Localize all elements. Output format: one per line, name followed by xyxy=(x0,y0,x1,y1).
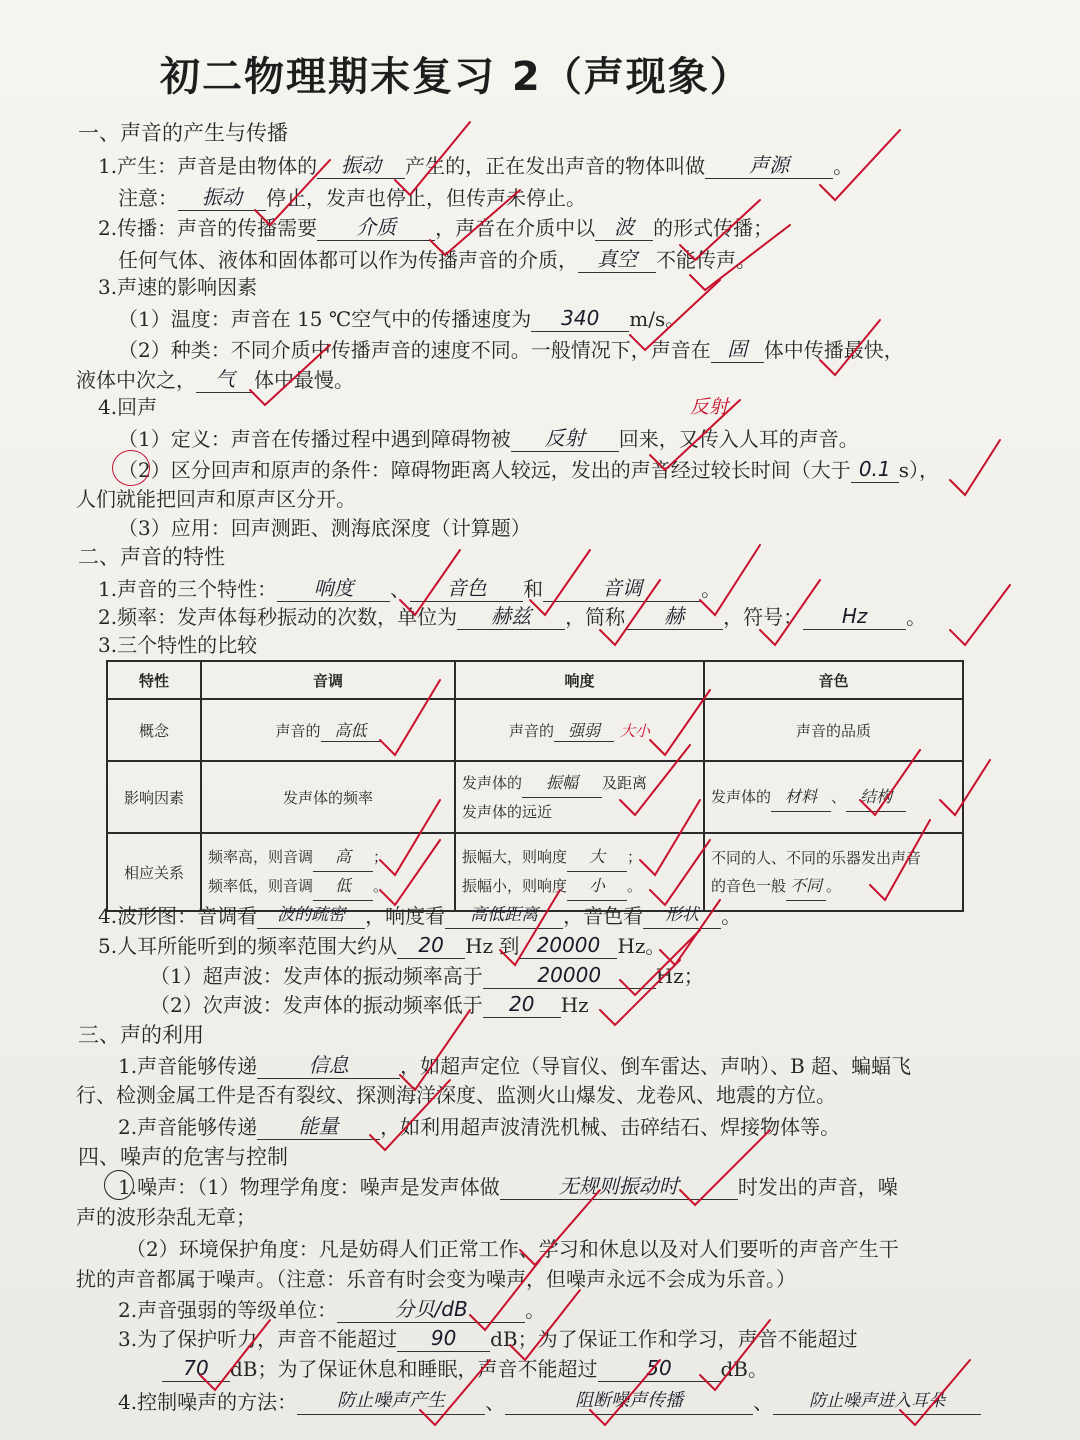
blank-70db[interactable]: 70 xyxy=(162,1355,230,1382)
line-echo-distinguish: 人们就能把回声和原声区分开。 xyxy=(76,487,356,511)
line-note: 注意： 振动 停止，发声也停止，但传声未停止。 xyxy=(118,185,586,210)
line-noise-waveform: 声的波形杂乱无章； xyxy=(76,1205,256,1229)
blank-min-freq[interactable]: 20 xyxy=(397,932,465,959)
circle-mark xyxy=(104,1170,134,1200)
line-info-examples: 行、检测金属工件是否有裂纹、探测海洋深度、监测火山爆发、龙卷风、地震的方位。 xyxy=(76,1083,836,1107)
blank-pitch-concept[interactable]: 高低 xyxy=(321,718,381,742)
section-1-heading: 一、声音的产生与传播 xyxy=(78,121,288,145)
blank-high[interactable]: 高 xyxy=(313,843,373,872)
line-frequency: 2.频率：发声体每秒振动的次数，单位为 赫兹 ，简称 赫 ，符号： Hz 。 xyxy=(98,604,927,629)
th-timbre: 音色 xyxy=(704,661,963,699)
blank-time[interactable]: 0.1 xyxy=(851,456,899,483)
line-noise-physics: 1.噪声：（1）物理学角度：噪声是发声体做 无规则振动时 时发出的声音，噪 xyxy=(118,1174,898,1199)
blank-90db[interactable]: 90 xyxy=(397,1325,490,1352)
line-waveform: 4.波形图：音调看 波的疏密 ，响度看 高低距离 ，音色看 形状 。 xyxy=(98,904,742,928)
table-row-concept xyxy=(107,699,963,761)
cell-factor-label: 影响因素 xyxy=(107,761,201,833)
blank-timbre[interactable]: 音色 xyxy=(410,575,523,602)
blank-small[interactable]: 小 xyxy=(567,872,627,901)
line-noise-control: 4.控制噪声的方法： 防止噪声产生 、 阻断噪声传播 、 防止噪声进入耳朵 xyxy=(118,1388,981,1415)
blank-wave[interactable]: 波 xyxy=(595,214,653,241)
line-echo-definition: （1）定义：声音在传播过程中遇到障碍物被 反射 回来，又传入人耳的声音。 xyxy=(118,426,859,451)
page-title: 初二物理期末复习 2（声现象） xyxy=(160,54,752,100)
blank-material[interactable]: 材料 xyxy=(771,783,831,812)
blank-vibration-stop[interactable]: 振动 xyxy=(178,184,266,211)
line-info: 1.声音能够传递 信息 ，如超声定位（导盲仪、倒车雷达、声呐）、B 超、蝙蝠飞 xyxy=(118,1053,912,1078)
blank-large[interactable]: 大 xyxy=(567,843,627,872)
blank-speed[interactable]: 340 xyxy=(531,305,629,332)
cell-relation-loudness: 振幅大，则响度 大 ； 振幅小，则响度 小 。 xyxy=(455,833,704,911)
line-echo-condition: （2）区分回声和原声的条件：障碍物距离人较远，发出的声音经过较长时间（大于 0.1 s）， xyxy=(118,457,939,482)
red-note-reflection: 反射 xyxy=(690,396,729,418)
blank-loudness[interactable]: 响度 xyxy=(277,575,390,602)
line-medium-type: （2）种类：不同介质中传播声音的速度不同。一般情况下，声音在 固 体中传播最快， xyxy=(118,337,904,362)
line-propagation: 2.传播：声音的传播需要 介质 ，声音在介质中以 波 的形式传播； xyxy=(98,215,774,240)
section-3-heading: 三、声的利用 xyxy=(78,1023,204,1047)
cell-concept-timbre: 声音的品质 xyxy=(704,699,963,761)
check-mark xyxy=(950,440,1000,495)
blank-hertz-short[interactable]: 赫 xyxy=(625,603,723,630)
line-three-characteristics: 1.声音的三个特性： 响度 、 音色 和 音调 。 xyxy=(98,576,722,601)
blank-wave-density[interactable]: 波的疏密 xyxy=(257,902,365,929)
line-production: 1.产生：声音是由物体的 振动 产生的，正在发出声音的物体叫做 声源 。 xyxy=(98,153,854,178)
characteristics-table xyxy=(106,660,964,912)
line-liquid-gas: 液体中次之， 气 体中最慢。 xyxy=(76,367,354,392)
blank-protect-ear[interactable]: 防止噪声进入耳朵 xyxy=(773,1388,981,1415)
th-loudness: 响度 xyxy=(455,661,704,699)
line-decibel: 2.声音强弱的等级单位： 分贝/dB 。 xyxy=(118,1297,546,1322)
cell-factor-loudness: 发声体的 振幅 及距离 发声体的远近 xyxy=(455,761,704,833)
section-4-heading: 四、噪声的危害与控制 xyxy=(78,1145,288,1169)
blank-ultrasound-freq[interactable]: 20000 xyxy=(483,962,656,989)
blank-irregular-vibration[interactable]: 无规则振动时 xyxy=(500,1173,738,1200)
line-echo: 4.回声 xyxy=(98,395,158,419)
line-infrasound: （2）次声波：发声体的振动频率低于 20 Hz xyxy=(150,992,589,1017)
cell-concept-pitch: 声音的 高低 xyxy=(201,699,455,761)
line-hearing-range: 5.人耳所能听到的频率范围大约从 20 Hz 到 20000 Hz。 xyxy=(98,933,666,958)
section-2-heading: 二、声音的特性 xyxy=(78,545,225,569)
blank-prevent-source[interactable]: 防止噪声产生 xyxy=(297,1388,485,1415)
blank-50db[interactable]: 50 xyxy=(598,1355,721,1382)
cell-relation-label: 相应关系 xyxy=(107,833,201,911)
line-work-sleep-limit: 70 dB；为了保证休息和睡眠，声音不能超过 50 dB。 xyxy=(162,1355,768,1382)
blank-energy[interactable]: 能量 xyxy=(257,1113,380,1140)
blank-shape[interactable]: 形状 xyxy=(643,902,721,929)
check-mark xyxy=(950,585,1010,645)
line-energy: 2.声音能够传递 能量 ，如利用超声波清洗机械、击碎结石、焊接物体等。 xyxy=(118,1114,841,1139)
th-property: 特性 xyxy=(107,661,201,699)
line-ultrasound: （1）超声波：发声体的振动频率高于 20000 Hz； xyxy=(150,963,704,988)
blank-block-path[interactable]: 阻断噪声传播 xyxy=(505,1388,753,1415)
line-echo-application: （3）应用：回声测距、测海底深度（计算题） xyxy=(118,516,531,540)
blank-vibration[interactable]: 振动 xyxy=(317,152,405,179)
blank-solid[interactable]: 固 xyxy=(711,336,764,363)
blank-infrasound-freq[interactable]: 20 xyxy=(483,991,561,1018)
table-row-relations xyxy=(107,833,963,911)
blank-different[interactable]: 不同 xyxy=(786,872,826,901)
cell-concept-loudness: 声音的 强弱 大小 xyxy=(455,699,704,761)
blank-medium[interactable]: 介质 xyxy=(317,214,435,241)
table-header-row xyxy=(107,661,963,699)
blank-vacuum[interactable]: 真空 xyxy=(578,246,656,273)
red-note-size: 大小 xyxy=(620,722,651,740)
blank-max-freq[interactable]: 20000 xyxy=(519,932,617,959)
blank-height-distance[interactable]: 高低距离 xyxy=(445,902,563,929)
blank-decibel[interactable]: 分贝/dB xyxy=(337,1296,525,1323)
table-row-factors xyxy=(107,761,963,833)
line-noise-environment: （2）环境保护角度：凡是妨碍人们正常工作、学习和休息以及对人们要听的声音产生干 xyxy=(126,1237,899,1261)
cell-concept-label: 概念 xyxy=(107,699,201,761)
line-comparison: 3.三个特性的比较 xyxy=(98,633,258,657)
line-noise-note: 扰的声音都属于噪声。（注意：乐音有时会变为噪声，但噪声永远不会成为乐音。） xyxy=(76,1267,796,1291)
blank-structure[interactable]: 结构 xyxy=(846,783,906,812)
blank-gas[interactable]: 气 xyxy=(196,366,254,393)
blank-pitch[interactable]: 音调 xyxy=(543,575,701,602)
blank-symbol[interactable]: Hz xyxy=(803,603,906,630)
blank-information[interactable]: 信息 xyxy=(257,1052,400,1079)
th-pitch: 音调 xyxy=(201,661,455,699)
cell-relation-pitch: 频率高，则音调 高 ； 频率低，则音调 低 。 xyxy=(201,833,455,911)
cell-factor-pitch: 发声体的频率 xyxy=(201,761,455,833)
line-media: 任何气体、液体和固体都可以作为传播声音的介质， 真空 不能传声。 xyxy=(118,247,756,272)
blank-loudness-concept[interactable]: 强弱 xyxy=(554,718,614,742)
cell-relation-timbre: 不同的人、不同的乐器发出声音 的音色一般 不同 。 xyxy=(704,833,963,911)
blank-low[interactable]: 低 xyxy=(313,872,373,901)
blank-amplitude[interactable]: 振幅 xyxy=(522,769,602,798)
line-temperature: （1）温度：声音在 15 ℃空气中的传播速度为 340 m/s。 xyxy=(118,306,686,331)
cell-factor-timbre: 发声体的 材料 、 结构 xyxy=(704,761,963,833)
blank-sound-source[interactable]: 声源 xyxy=(705,152,833,179)
line-speed-factors: 3.声速的影响因素 xyxy=(98,275,258,299)
blank-hertz[interactable]: 赫兹 xyxy=(457,603,565,630)
heart-mark xyxy=(112,450,150,486)
blank-reflected[interactable]: 反射 xyxy=(511,425,619,452)
line-hearing-limit: 3.为了保护听力，声音不能超过 90 dB；为了保证工作和学习，声音不能超过 xyxy=(118,1326,858,1351)
